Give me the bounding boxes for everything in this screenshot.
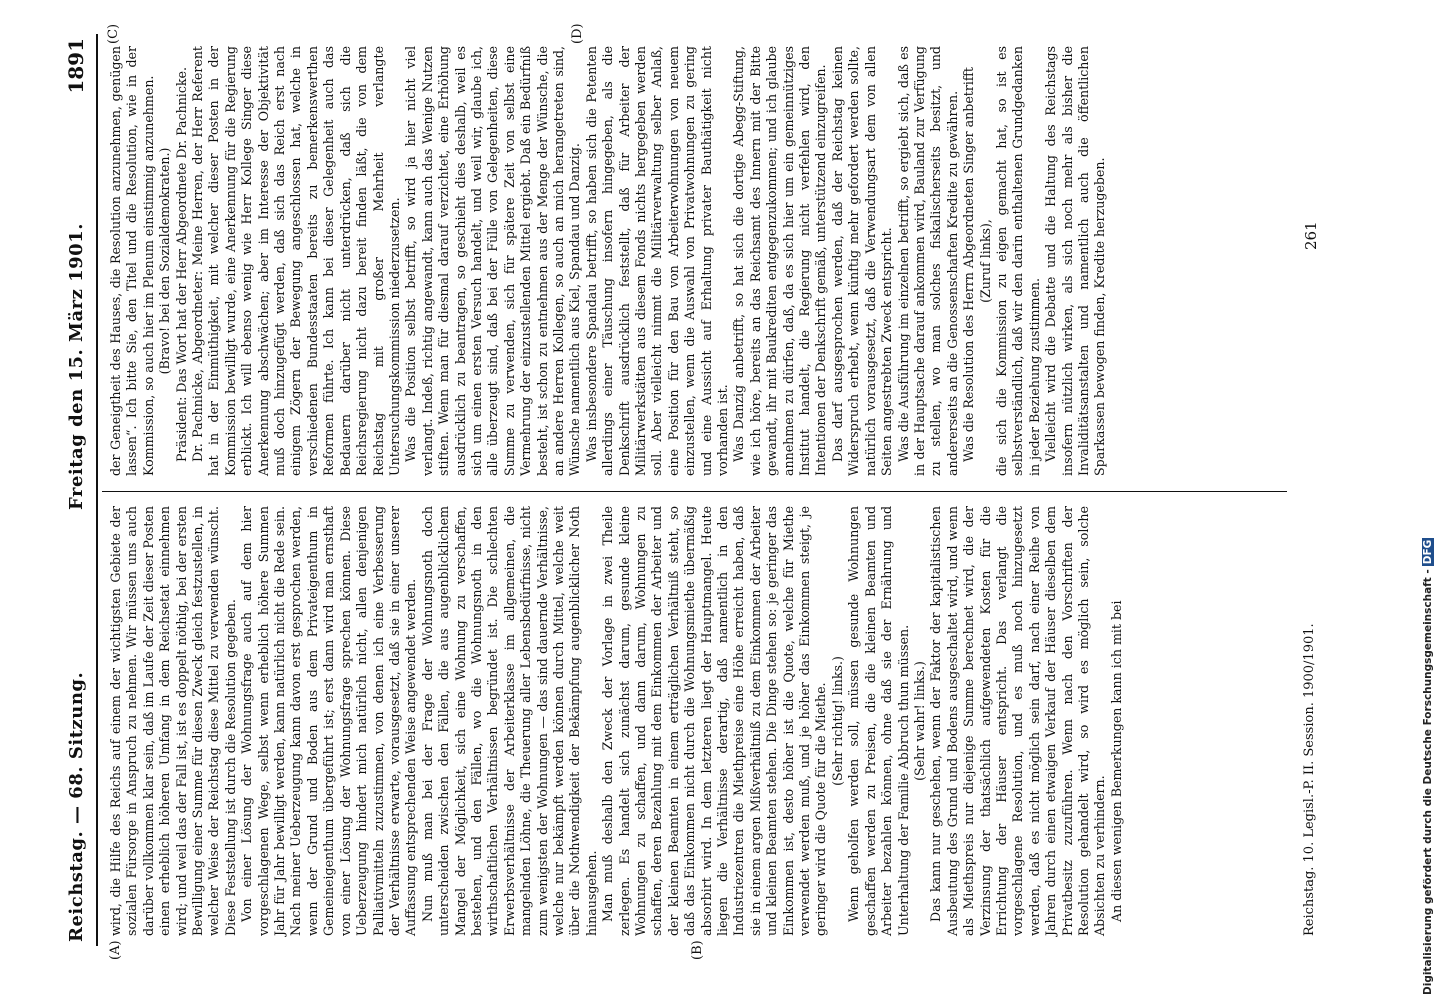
speaker-paragraph: Dr. Pachnicke, Abgeordneter: Meine Herren, der Herr Referent hat in der Einmüthigkeit, mit welcher dieser Posten in der Kommission bewilligt wurde, eine Anerkennung für die Regierung erblickt. Ich will ebenso wenig wie Herr Kollege Singer diese Anerkennung abschwächen; aber im Interesse der Objektivität muß doch hinzugefügt werden, daß sich das Reich erst nach einigem Zögern der Bewegung angeschlossen hat, welche in verschiedenen Bundesstaaten bereits zu bemerkenswerthen Reformen führte. Ich kann bei dieser Gelegenheit auch das Bedauern darüber nicht unterdrücken, daß sich die Reichsregierung nicht dazu bereit finden läßt, die von dem Reichstag mit großer Mehrheit verlangte Untersuchungskommission niederzusetzen. — [190, 46, 402, 476]
paragraph: Nun muß man bei der Frage der Wohnungsnoth doch unterscheiden zwischen den Fällen, die aus augenblicklichem Mangel der Möglichkeit, sich eine Wohnung zu verschaffen, bestehen, und den Fällen, wo die Wohnungsnoth in den wirthschaftlichen Verhältnissen begründet ist. Die schlechten Erwerbsverhältnisse der Arbeiterklasse im allgemeinen, die mangelnden Löhne, die Theuerung aller Lebensbedürfnisse, nicht zum wenigsten der Wohnungen — das sind dauernde Verhältnisse, welche nur bekämpft werden können durch Mittel, welche weit über die Nothwendigkeit der Bekämpfung augenblicklicher Noth hinausgehen. — [419, 506, 599, 936]
interjection: (Sehr richtig! links.) — [829, 656, 845, 786]
paragraph: Was die Position selbst betrifft, so wird ja hier nicht viel verlangt. Indeß, richtig angewandt, kann auch das Wenige Nutzen stiften. Wenn man für diesmal darauf verzichtet, eine Erhöhung ausdrücklich zu beantragen, so geschieht dies deshalb, weil es sich um einen ersten Versuch handelt, und weil wir, glaube ich, alle überzeugt sind, daß bei der Fülle von Gelegenheiten, diese Summe zu verwenden, sich für spätere Zeit von selbst eine Vermehrung der einzustellenden Mittel ergiebt. Daß ein Bedürfniß besteht, ist schon zu entnehmen aus der Menge der Wünsche, die an andere Herren Kollegen, so auch an mich herangetreten sind, Wünsche namentlich aus Kiel, Spandau und Danzig. — [403, 46, 583, 476]
header-date: Freitag den 15. März 1901. — [66, 223, 87, 510]
paragraph: Das darf ausgesprochen werden, daß der Reichstag keinen Widerspruch erhebt, wenn künftig mehr gefordert werden sollte, natürlich vorausgesetzt, daß die Verwendungsart dem von allen Seiten angestrebten Zweck entspricht. — [829, 46, 895, 476]
rotated-page — [50, 23, 1380, 960]
paragraph: Was die Resolution des Herrn Abgeordneten Singer anbetrifft — [961, 67, 977, 462]
margin-marker-a: (A) — [108, 940, 123, 960]
paragraph: An diesen wenigen Bemerkungen kann ich mit bei — [1108, 600, 1124, 922]
credit-text: Digitalisierung gefördert durch die Deutsche Forschungsgemeinschaft - — [1422, 569, 1434, 995]
paragraph: Was insbesondere Spandau betrifft, so haben sich die Petenten allerdings einer Täuschung insofern hingegeben, als die Denkschrift ausdrücklich feststellt, daß für Arbeiter der Militärwerkstätten aus diesem Fonds nichts hergegeben werden soll. Aber vielleicht nimmt die Militärverwaltung selber Anlaß, eine Position für den Bau von Arbeiterwohnungen von neuem einzustellen, wenn die Auswahl von Privatwohnungen zu gering und eine Aussicht auf Erhaltung privater Bauthätigkeit nicht vorhanden ist. — [583, 46, 731, 476]
paragraph: die sich die Kommission zu eigen gemacht hat, so ist es selbstverständlich, daß wir den darin enthaltenen Grundgedanken in jeder Beziehung zustimmen. — [993, 46, 1042, 476]
header-session: Reichstag. — 68. Sitzung. — [66, 671, 87, 942]
interjection: (Zuruf links), — [977, 219, 993, 303]
paragraph: wird, die Hilfe des Reichs auf einem der wichtigsten Gebiete der sozialen Fürsorge in Anspruch zu nehmen. Wir müssen uns auch darüber vollkommen klar sein, daß im Laufe der Zeit dieser Posten einen erheblich höheren Umfang in dem Reichsetat einnehmen wird; und weil das der Fall ist, ist es doppelt nöthig, bei der ersten Bewilligung einer Summe für diesen Zweck gleich festzustellen, in welcher Weise der Reichstag diese Mittel zu verwenden wünscht. Diese Feststellung ist durch die Resolution gegeben. — [108, 506, 238, 936]
page-number: 261 — [1302, 221, 1320, 250]
margin-marker-c: (C) — [106, 23, 121, 44]
paragraph: Von einer Lösung der Wohnungsfrage auch auf dem hier vorgeschlagenen Wege, selbst wenn erheblich höhere Summen Jahr für Jahr bewilligt werden, kann natürlich nicht die Rede sein. Nach meiner Ueberzeugung kann davon erst gesprochen werden, wenn der Grund und Boden aus dem Privateigenthum in Gemeineigenthum übergeführt ist; erst dann wird man ernsthaft von einer Lösung der Wohnungsfrage sprechen können. Diese Ueberzeugung hindert mich natürlich nicht, allen denjenigen Palliativmitteln zuzustimmen, von denen ich eine Verbesserung der Verhältnisse erwarte, vorausgesetzt, daß sie in einer unserer Auffassung entsprechenden Weise angewendet werden. — [239, 506, 419, 936]
paragraph: der Geneigtheit des Hauses, die Resolution anzunehmen, genügen lassen“. Ich bitte Sie, den Titel und die Resolution, wie in der Kommission, so auch hier im Plenum einstimmig anzunehmen. — [108, 46, 156, 476]
dfg-logo: DFG — [1422, 539, 1434, 565]
margin-marker-b: (B) — [690, 940, 705, 960]
left-column — [108, 506, 1125, 936]
paragraph: Was Danzig anbetrifft, so hat sich die dortige Abegg-Stiftung, wie ich höre, bereits an das Reichsamt des Innern mit der Bitte gewandt, ihr mit Baukrediten entgegenzukommen; und ich glaube annehmen zu dürfen, daß, da es sich hier um ein gemeinnütziges Institut handelt, die Regierung nicht verfehlen wird, den Intentionen der Denkschrift gemäß, unterstützend einzugreifen. — [731, 46, 829, 476]
interjection: (Sehr wahr! links.) — [911, 661, 927, 781]
margin-marker-d: (D) — [570, 23, 585, 44]
right-column — [108, 46, 1109, 476]
paragraph: Wenn geholfen werden soll, müssen gesunde Wohnungen geschaffen werden zu Preisen, die die kleinen Beamten und Arbeiter bezahlen können, ohne daß sie der Ernährung und Unterhaltung der Familie Abbruch thun müssen. — [846, 506, 911, 936]
paragraph: Man muß deshalb den Zweck der Vorlage in zwei Theile zerlegen. Es handelt sich zunächst darum, gesunde kleine Wohnungen zu schaffen, und dann darum, Wohnungen zu schaffen, deren Bezahlung mit dem Einkommen der Arbeiter und der kleinen Beamten in einem erträglichen Verhältniß steht, so daß das Einkommen nicht durch die Wohnungsmiethe übermäßig absorbirt wird. In dem letzteren liegt der Hauptmangel. Heute liegen die Verhältnisse derartig, daß namentlich in den Industriezentren die Miethpreise eine Höhe erreicht haben, daß sie in einem argen Mißverhältniß zu dem Einkommen der Arbeiter und kleinen Beamten stehen. Die Dinge stehen so: je geringer das Einkommen ist, desto höher ist die Quote, welche für Miethe verwendet werden muß, und je höher das Einkommen steigt, je geringer wird die Quote für die Miethe. — [600, 506, 829, 936]
column-divider — [102, 491, 1287, 492]
interjection: (Bravo! bei den Sozialdemokraten.) — [157, 147, 173, 375]
paragraph: Vielleicht wird die Debatte und die Haltung des Reichstags insofern nützlich wirken, als sich noch mehr als bisher die Invaliditätsanstalten und namentlich auch die öffentlichen Sparkassen bewogen finden, Kredite herzugeben. — [1043, 46, 1108, 476]
paragraph: Das kann nur geschehen, wenn der Faktor der kapitalistischen Ausbeutung des Grund und Bodens ausgeschaltet wird, und wenn als Miethspreis nur diejenige Summe berechnet wird, die der Verzinsung der thatsächlich aufgewendeten Kosten für die Errichtung der Häuser entspricht. Das verlangt die vorgeschlagene Resolution, und es muß noch hinzugesetzt werden, daß es nicht möglich sein darf, nach einer Reihe von Jahren durch einen etwaigen Verkauf der Häuser dieselben dem Privatbesitz zuzuführen. Wenn nach den Vorschriften der Resolution gehandelt wird, so wird es möglich sein, solche Absichten zu verhindern. — [928, 506, 1108, 936]
header-rule — [96, 34, 98, 946]
page-header — [58, 30, 98, 950]
paragraph: Was die Ausführung im einzelnen betrifft, so ergiebt sich, daß es in der Hauptsache darauf ankommen wird, Bauland zur Verfügung zu stellen, wo man solches fiskalischerseits besitzt, und andererseits an die Genossenschaften Kredite zu gewähren. — [895, 46, 960, 476]
header-year: 1891 — [64, 38, 88, 94]
footer-legislature: Reichstag. 10. Legisl.-P. II. Session. 1900/1901. — [1302, 623, 1317, 936]
digitization-credit — [1422, 5, 1434, 995]
speaker-paragraph: Präsident: Das Wort hat der Herr Abgeordnete Dr. Pachnicke. — [173, 67, 189, 462]
